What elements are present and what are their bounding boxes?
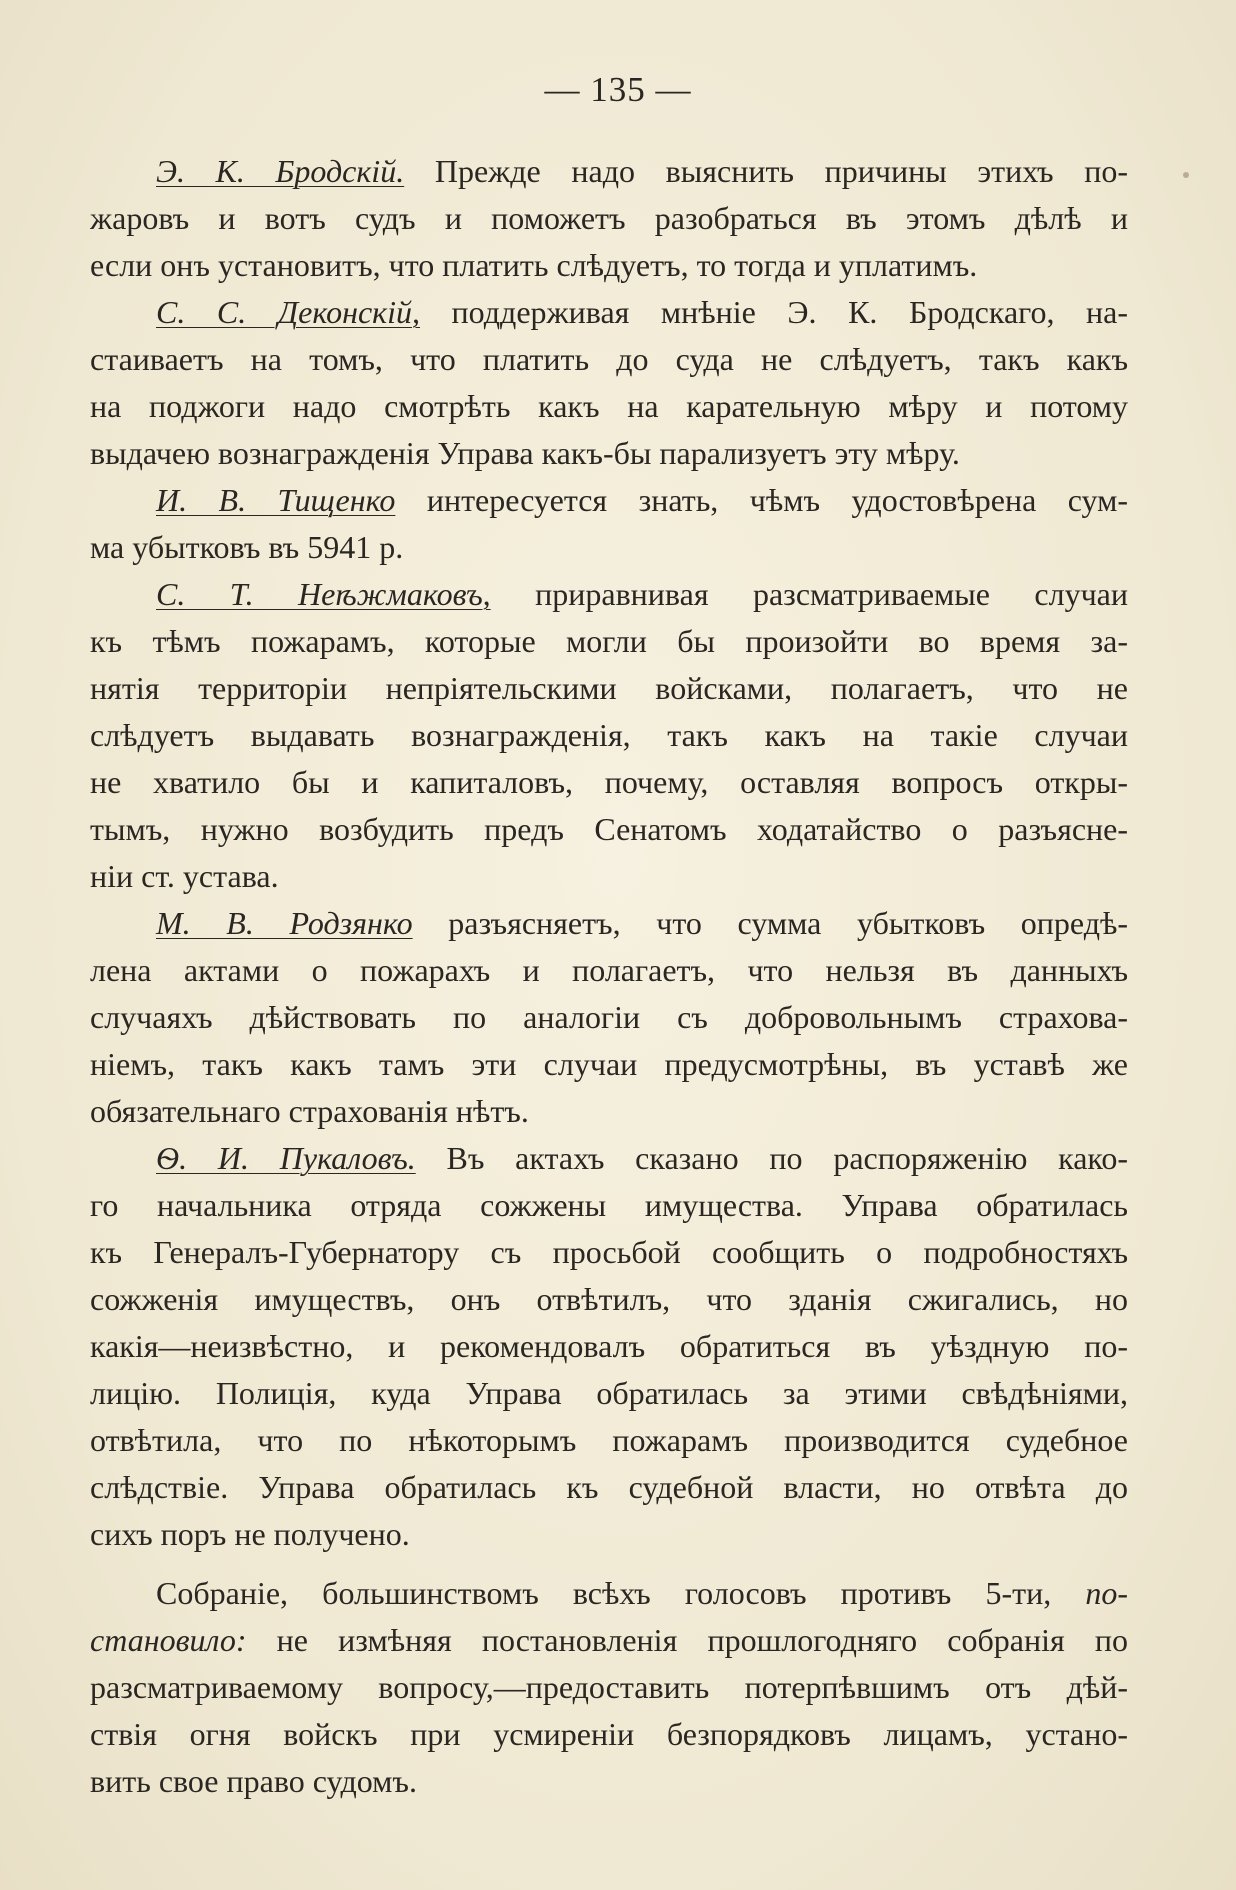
paragraph-line: слѣдуетъ выдавать вознагражденія, такъ какъ на такіе случаи	[90, 717, 1128, 753]
speaker-name: Э. К. Бродскій.	[156, 153, 405, 189]
resolution-emphasis: по-	[1085, 1575, 1128, 1611]
paragraph-line: разсматриваемому вопросу,—предоставить потерпѣвшимъ отъ дѣй-	[90, 1669, 1128, 1705]
paragraph-line: го начальника отряда сожжены имущества. Управа обратилась	[90, 1187, 1128, 1223]
paragraph-line: сихъ поръ не получено.	[90, 1516, 410, 1552]
paragraph-line: ніи ст. устава.	[90, 858, 279, 894]
paragraph-line: выдачею вознагражденія Управа какъ-бы парализуетъ эту мѣру.	[90, 435, 960, 471]
paragraph-line: къ Генералъ-Губернатору съ просьбой сообщить о подробностяхъ	[90, 1234, 1128, 1270]
paragraph-line	[90, 477, 1128, 524]
paragraph-line: ствія огня войскъ при усмиреніи безпорядковъ лицамъ, устано-	[90, 1716, 1128, 1752]
speaker-name: Ѳ. И. Пукаловъ.	[156, 1140, 416, 1176]
line-text: разъясняетъ, что сумма убытковъ опредѣ-	[412, 905, 1128, 941]
paragraph-line: стаиваетъ на томъ, что платить до суда не слѣдуетъ, такъ какъ	[90, 341, 1128, 377]
paragraph-line: вить свое право судомъ.	[90, 1763, 417, 1799]
paragraph-line	[90, 900, 1128, 947]
line-text: интересуется знать, чѣмъ удостовѣрена сум-	[395, 482, 1128, 518]
paragraph	[90, 289, 1128, 477]
paragraph-line: обязательнаго страхованія нѣтъ.	[90, 1093, 529, 1129]
paragraph-line: отвѣтила, что по нѣкоторымъ пожарамъ производится судебное	[90, 1422, 1128, 1458]
paragraph-line: на поджоги надо смотрѣть какъ на карательную мѣру и потому	[90, 388, 1128, 424]
resolution-emphasis: становило:	[90, 1622, 247, 1658]
speaker-name: М. В. Родзянко	[156, 905, 413, 941]
line-text: поддерживая мнѣніе Э. К. Бродскаго, на-	[420, 294, 1128, 330]
paragraph-line: лицію. Полиція, куда Управа обратилась за этими свѣдѣніями,	[90, 1375, 1128, 1411]
line-text: приравнивая разсматриваемые случаи	[490, 576, 1128, 612]
paragraph-line	[90, 148, 1128, 195]
resolution-paragraph	[90, 1570, 1128, 1805]
paragraph	[90, 477, 1128, 571]
paragraph-line: случаяхъ дѣйствовать по аналогіи съ добровольнымъ страхова-	[90, 999, 1128, 1035]
paragraph-line	[90, 1135, 1128, 1182]
paragraph-line: не хватило бы и капиталовъ, почему, оставляя вопросъ откры-	[90, 764, 1128, 800]
paragraph-line: нятія территоріи непріятельскими войсками, полагаетъ, что не	[90, 670, 1128, 706]
line-text: Собраніе, большинствомъ всѣхъ голосовъ противъ 5-ти,	[156, 1575, 1086, 1611]
paragraph	[90, 900, 1128, 1135]
paragraph-line: тымъ, нужно возбудить предъ Сенатомъ ходатайство о разъясне-	[90, 811, 1128, 847]
line-text: Прежде надо выяснить причины этихъ по-	[404, 153, 1128, 189]
page-number: — 135 —	[544, 70, 692, 109]
paragraph-line	[90, 289, 1128, 336]
paragraph-line: какія—неизвѣстно, и рекомендовалъ обратиться въ уѣздную по-	[90, 1328, 1128, 1364]
paragraph-line: сожженія имуществъ, онъ отвѣтилъ, что зданія сжигались, но	[90, 1281, 1128, 1317]
paragraph-line: лена актами о пожарахъ и полагаетъ, что нельзя въ данныхъ	[90, 952, 1128, 988]
body-text	[90, 148, 1128, 1805]
paragraph-gap	[90, 1558, 1128, 1570]
paragraph-line	[90, 1570, 1128, 1617]
paragraph-line: къ тѣмъ пожарамъ, которые могли бы произойти во время за-	[90, 623, 1128, 659]
line-text: Въ актахъ сказано по распоряженію како-	[415, 1140, 1128, 1176]
paragraph	[90, 148, 1128, 289]
speaker-name: И. В. Тищенко	[156, 482, 396, 518]
speaker-name: С. С. Деконскій,	[156, 294, 421, 330]
line-text: не измѣняя постановленія прошлогодняго собранія по	[246, 1622, 1128, 1658]
paragraph-line: слѣдствіе. Управа обратилась къ судебной власти, но отвѣта до	[90, 1469, 1128, 1505]
paragraph-line: ніемъ, такъ какъ тамъ эти случаи предусмотрѣны, въ уставѣ же	[90, 1046, 1128, 1082]
margin-mark	[1183, 172, 1189, 178]
paragraph-line: жаровъ и вотъ судъ и поможетъ разобраться въ этомъ дѣлѣ и	[90, 200, 1128, 236]
paragraph-line: если онъ установитъ, что платить слѣдуетъ, то тогда и уплатимъ.	[90, 247, 978, 283]
paragraph	[90, 571, 1128, 900]
speaker-name: С. Т. Неѣжмаковъ,	[156, 576, 491, 612]
paragraph-line	[90, 571, 1128, 618]
paragraph	[90, 1135, 1128, 1558]
paragraph-line: ма убытковъ въ 5941 р.	[90, 529, 404, 565]
paragraph-line	[90, 1617, 1128, 1664]
